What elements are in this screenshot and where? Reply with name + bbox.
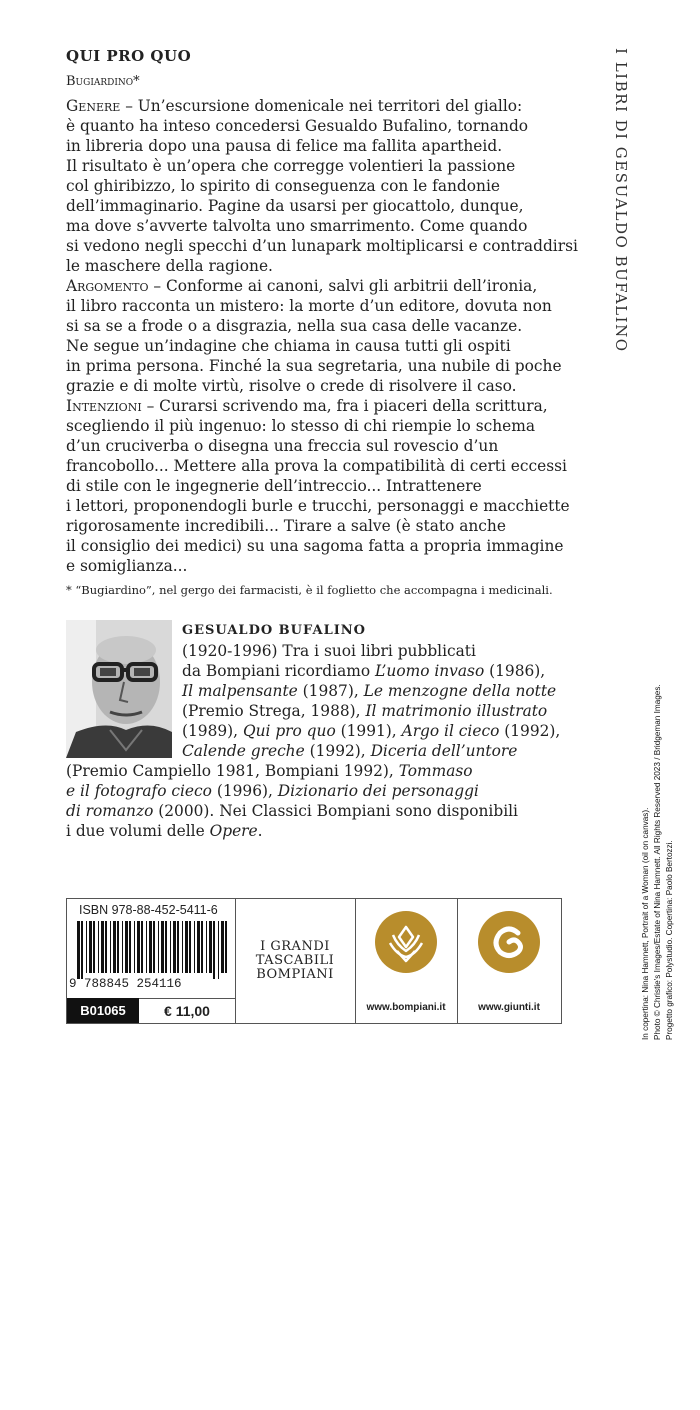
bio-segment: Il matrimonio illustrato	[365, 702, 548, 720]
barcode-bar	[170, 921, 171, 973]
bio-segment: Calende greche	[182, 742, 305, 760]
barcode-bar	[98, 921, 99, 973]
barcode-bar	[93, 921, 95, 973]
blurb-line: Ne segue un’indagine che chiama in causa tutti gli ospiti	[66, 337, 511, 355]
barcode-bar	[113, 921, 116, 973]
barcode-bar	[218, 921, 219, 979]
blurb-line: d’un cruciverba o disegna una freccia sul rovescio d’un	[66, 437, 499, 455]
barcode-bar	[225, 921, 227, 973]
bio-segment: i due volumi delle	[66, 822, 210, 840]
book-title: QUI PRO QUO	[66, 47, 192, 65]
barcode-bar	[129, 921, 131, 973]
blurb-line: francobollo... Mettere alla prova la compatibilità di certi eccessi	[66, 457, 567, 475]
bio-segment: (1992),	[499, 722, 561, 740]
subtitle: Bugiardino*	[66, 74, 140, 89]
section-label: Argomento	[66, 277, 149, 295]
barcode-bar	[86, 921, 87, 973]
barcode-bar	[189, 921, 191, 973]
barcode-bar	[146, 921, 147, 973]
barcode-bar	[201, 921, 203, 973]
credits-text: In copertina: Nina Hamnett, Portrait of a Woman (oil on canvas). Photo © Christie's Images/Estate of Nina Hamnett. All Rights Reserved 2023 / Bridgeman Images. Progetto grafico: Polystudio. Copertina: Paolo Bertozzi.	[641, 684, 674, 1040]
barcode-bar	[173, 921, 176, 973]
barcode-bar	[197, 921, 200, 973]
section-label: Genere	[66, 97, 121, 115]
barcode-bar	[125, 921, 128, 973]
bio-segment: (1991),	[335, 722, 402, 740]
barcode-bar	[101, 921, 104, 973]
bio-segment: (2000). Nei Classici Bompiani sono disponibili	[153, 802, 518, 820]
barcode-bar	[110, 921, 111, 973]
cover-credits	[640, 684, 686, 1410]
bio-segment: L’uomo invaso	[375, 662, 485, 680]
barcode-bar	[182, 921, 183, 973]
blurb-line: col ghiribizzo, lo spirito di conseguenza con le fandonie	[66, 177, 500, 195]
bompiani-url: www.bompiani.it	[366, 1002, 446, 1013]
author-name: GESUALDO BUFALINO	[182, 623, 366, 638]
giunti-url: www.giunti.it	[478, 1002, 540, 1013]
spine-text: I LIBRI DI GESUALDO BUFALINO	[612, 48, 630, 353]
bio-segment: .	[257, 822, 263, 840]
bio-segment: Diceria dell’untore	[370, 742, 518, 760]
bompiani-lotus-icon	[375, 911, 437, 973]
barcode-bar	[221, 921, 224, 973]
bio-segment: (1987),	[297, 682, 364, 700]
bio-segment: Qui pro quo	[242, 722, 336, 740]
barcode-bar	[177, 921, 179, 973]
barcode-bar	[158, 921, 159, 973]
blurb-line: di stile con le ingegnerie dell’intreccio... Intrattenere	[66, 477, 482, 495]
author-bio-continued	[66, 761, 518, 841]
bio-line	[182, 721, 560, 741]
bio-segment: Dizionario dei personaggi	[277, 782, 479, 800]
bio-segment: di romanzo	[66, 802, 154, 820]
barcode-bar	[117, 921, 119, 973]
blurb-line: in libreria dopo una pausa di felice ma fallita apartheid.	[66, 137, 503, 155]
author-photo	[66, 620, 172, 758]
bio-segment: (1989),	[182, 722, 243, 740]
back-cover-footer	[66, 898, 562, 1024]
series-line-2: TASCABILI	[255, 953, 335, 968]
bio-line	[182, 701, 560, 721]
bio-segment: e il fotografo cieco	[66, 782, 212, 800]
blurb-line: è quanto ha inteso concedersi Gesualdo Bufalino, tornando	[66, 117, 529, 135]
barcode-block	[67, 899, 236, 1023]
bio-segment: (1986),	[484, 662, 546, 680]
bio-segment: (Premio Strega, 1988),	[182, 702, 366, 720]
blurb-line: Intenzioni – Curarsi scrivendo ma, fra i piaceri della scrittura,	[66, 397, 548, 415]
price: € 11,00	[139, 998, 235, 1023]
blurb-line: e somiglianza...	[66, 557, 188, 575]
blurb-line: in prima persona. Finché la sua segretaria, una nubile di poche	[66, 357, 562, 375]
bio-segment: Argo il cieco	[401, 722, 500, 740]
product-code: B01065	[67, 998, 139, 1023]
bio-segment: (1996),	[211, 782, 278, 800]
barcode-bar	[149, 921, 152, 973]
author-bio	[182, 641, 560, 761]
barcode-bar	[134, 921, 135, 973]
blurb-line: si sa se a frode o a disgrazia, nella sua casa delle vacanze.	[66, 317, 523, 335]
blurb-line: Genere – Un’escursione domenicale nei territori del giallo:	[66, 97, 523, 115]
blurb-line: le maschere della ragione.	[66, 257, 273, 275]
blurb-line: dell’immaginario. Pagine da usarsi per giocattolo, dunque,	[66, 197, 524, 215]
blurb-line: grazie e di molte virtù, risolve o crede di risolvere il caso.	[66, 377, 517, 395]
barcode-bar	[213, 921, 215, 979]
bompiani-block	[355, 899, 458, 1023]
bio-segment: Le menzogne della notte	[363, 682, 557, 700]
barcode-bar	[105, 921, 107, 973]
bio-line	[182, 641, 560, 661]
bio-segment: (Premio Campiello 1981, Bompiani 1992),	[66, 762, 399, 780]
barcode-bar	[137, 921, 140, 973]
bio-segment: (1920-1996) Tra i suoi libri pubblicati	[182, 642, 476, 660]
bio-segment: da Bompiani ricordiamo	[182, 662, 375, 680]
barcode-bar	[194, 921, 195, 973]
barcode-bar	[141, 921, 143, 973]
barcode-number: 9 788845 254116	[69, 977, 182, 991]
bio-line	[182, 661, 560, 681]
barcode-bar	[153, 921, 155, 973]
bio-line	[66, 821, 518, 841]
blurb-line: ma dove s’avverte talvolta uno smarrimento. Come quando	[66, 217, 528, 235]
bio-line	[66, 781, 518, 801]
barcode-bar	[161, 921, 164, 973]
blurb-line: i lettori, proponendogli burle e trucchi, personaggi e macchiette	[66, 497, 570, 515]
bio-line	[182, 681, 560, 701]
spine-title	[612, 48, 648, 353]
blurb-line: il libro racconta un mistero: la morte d’un editore, dovuta non	[66, 297, 552, 315]
bio-segment: (1992),	[304, 742, 371, 760]
barcode-bar	[89, 921, 92, 973]
bio-line	[66, 801, 518, 821]
footnote: * “Bugiardino”, nel gergo dei farmacisti, è il foglietto che accompagna i medicinali.	[66, 583, 553, 597]
bio-segment: Tommaso	[398, 762, 473, 780]
giunti-swirl-icon	[478, 911, 540, 973]
barcode-bar	[122, 921, 123, 973]
barcode-bar	[77, 921, 80, 979]
blurb-line: Argomento – Conforme ai canoni, salvi gli arbitrii dell’ironia,	[66, 277, 538, 295]
blurb-line: il consiglio dei medici) su una sagoma fatta a propria immagine	[66, 537, 564, 555]
barcode-bar	[81, 921, 83, 979]
isbn-label: ISBN 978-88-452-5411-6	[79, 903, 218, 917]
blurb-line: rigorosamente incredibili... Tirare a salve (è stato anche	[66, 517, 506, 535]
blurb-line: Il risultato è un’opera che corregge volentieri la passione	[66, 157, 516, 175]
bio-line	[66, 761, 518, 781]
bio-segment: Opere	[209, 822, 258, 840]
series-logo	[235, 899, 356, 1023]
barcode-bar	[185, 921, 188, 973]
barcode-bar	[206, 921, 207, 973]
blurb-line: si vedono negli specchi d’un lunapark moltiplicarsi e contraddirsi	[66, 237, 578, 255]
giunti-block	[458, 899, 560, 1023]
blurb-line: scegliendo il più ingenuo: lo stesso di chi riempie lo schema	[66, 417, 536, 435]
blurb	[66, 96, 578, 576]
barcode-bar	[209, 921, 212, 973]
section-label: Intenzioni	[66, 397, 142, 415]
barcode-icon	[71, 921, 231, 979]
barcode-bar	[165, 921, 167, 973]
bio-line	[182, 741, 560, 761]
bio-segment: Il malpensante	[182, 682, 298, 700]
series-line-1: I GRANDI	[260, 939, 330, 954]
series-line-3: BOMPIANI	[256, 967, 334, 982]
